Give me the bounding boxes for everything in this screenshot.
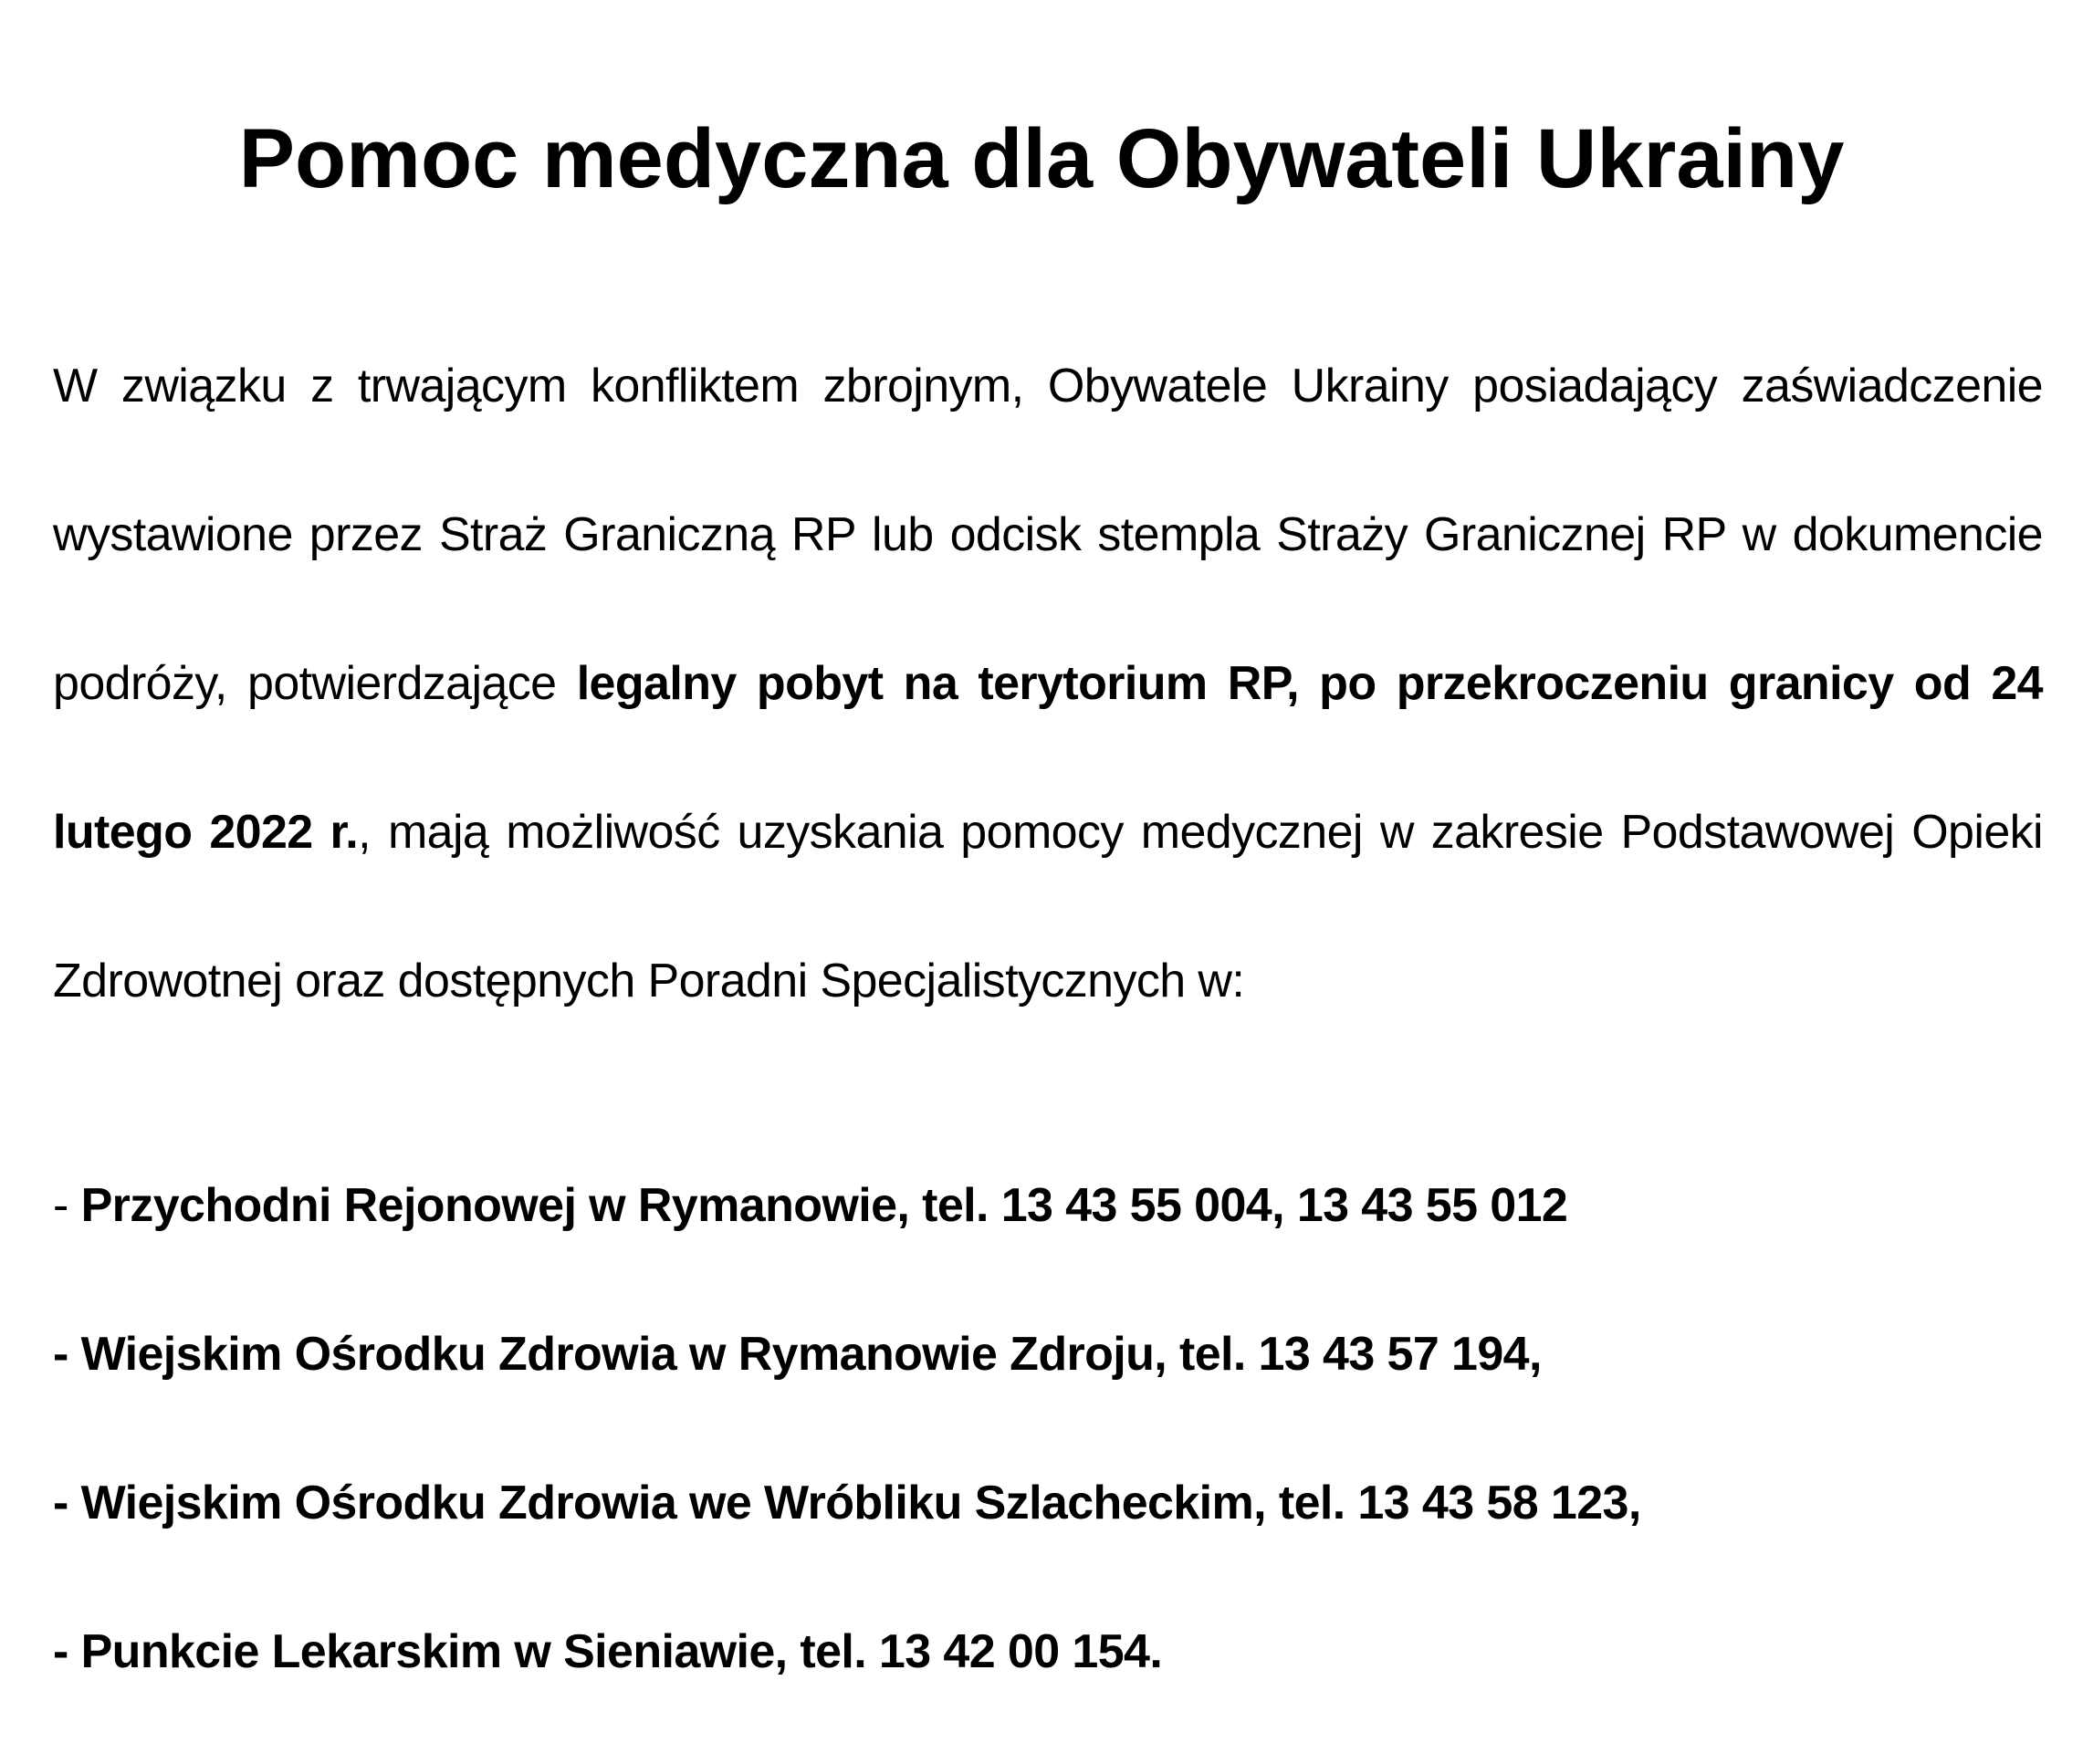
clinic-list <box>53 1132 2061 1727</box>
intro-paragraph <box>53 312 2043 1056</box>
list-item <box>53 1429 2061 1578</box>
list-item <box>53 1578 2061 1727</box>
list-item <box>53 1132 2061 1280</box>
intro-text-end: , mają możliwość uzyskania pomocy medycznej w zakresie Podstawowej Opieki Zdrowotnej oraz dostępnych Poradni Specjalistycznych w: <box>53 806 2043 1007</box>
list-item <box>53 1280 2061 1429</box>
list-dash: - <box>53 1625 81 1678</box>
clinic-entry: Wiejskim Ośrodku Zdrowia we Wróbliku Szlacheckim, tel. 13 43 58 123, <box>80 1477 1641 1529</box>
list-dash: - <box>53 1477 81 1529</box>
clinic-entry: Przychodni Rejonowej w Rymanowie, tel. 13 43 55 004, 13 43 55 012 <box>80 1179 1568 1232</box>
page-title: Pomoc medyczna dla Obywateli Ukrainy <box>238 111 1845 205</box>
intro-text-bold: legalny pobyt na terytorium RP, po przekroczeniu granicy od 24 lutego 2022 r. <box>53 657 2043 859</box>
clinic-entry: Wiejskim Ośrodku Zdrowia w Rymanowie Zdroju, tel. 13 43 57 194, <box>80 1328 1542 1381</box>
clinic-entry: Punkcie Lekarskim w Sieniawie, tel. 13 42 00 154. <box>80 1625 1163 1678</box>
intro-text-start: W związku z trwającym konfliktem zbrojnym, Obywatele Ukrainy posiadający zaświadczenie wystawione przez Straż Graniczną RP lub odcisk stempla Straży Granicznej RP w dokumencie podróży, potwierdzające <box>53 360 2043 710</box>
list-dash: - <box>53 1179 81 1232</box>
list-dash: - <box>53 1328 81 1381</box>
